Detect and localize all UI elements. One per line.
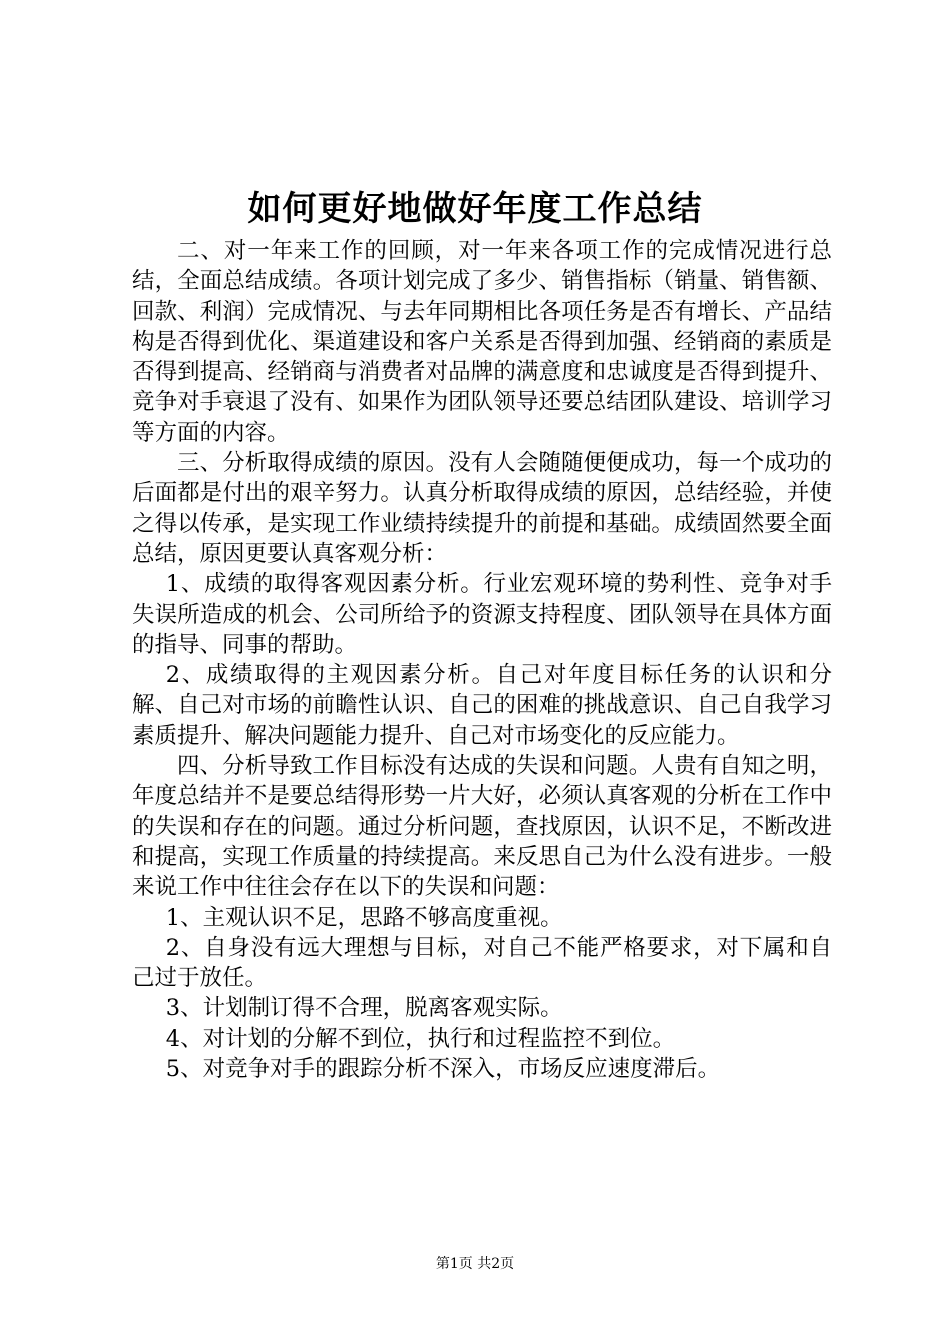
paragraph-objective-factors: 1、成绩的取得客观因素分析。行业宏观环境的势利性、竞争对手失误所造成的机会、公司所给予的资源支持程度、团队领导在具体方面的指导、同事的帮助。: [132, 571, 832, 658]
list-item: 4、对计划的分解不到位，执行和过程监控不到位。: [165, 1025, 676, 1052]
paragraph-subjective-factors: 2、成绩取得的主观因素分析。自己对年度目标任务的认识和分解、自己对市场的前瞻性认识、自己的困难的挑战意识、自己自我学习素质提升、解决问题能力提升、自己对市场变化的反应能力。: [132, 662, 832, 749]
document-title: 如何更好地做好年度工作总结: [247, 189, 703, 229]
page-footer: 第1页 共2页: [435, 1256, 515, 1272]
paragraph-success-reasons: 三、分析取得成绩的原因。没有人会随随便便成功，每一个成功的后面都是付出的艰辛努力。认真分析取得成绩的原因，总结经验，并使之得以传承，是实现工作业绩持续提升的前提和基础。成绩固然要全面总结，原因更要认真客观分析：: [132, 450, 832, 567]
list-item: 1、主观认识不足，思路不够高度重视。: [165, 904, 563, 931]
paragraph-failures: 四、分析导致工作目标没有达成的失误和问题。人贵有自知之明，年度总结并不是要总结得形势一片大好，必须认真客观的分析在工作中的失误和存在的问题。通过分析问题，查找原因，认识不足，不断改进和提高，实现工作质量的持续提高。来反思自己为什么没有进步。一般来说工作中往往会存在以下的失误和问题：: [132, 753, 832, 901]
list-item: 2、自身没有远大理想与目标，对自己不能严格要求，对下属和自己过于放任。: [132, 934, 832, 992]
document-body: [132, 236, 832, 1084]
paragraph-review: 二、对一年来工作的回顾，对一年来各项工作的完成情况进行总结，全面总结成绩。各项计划完成了多少、销售指标（销量、销售额、回款、利润）完成情况、与去年同期相比各项任务是否有增长、产品结构是否得到优化、渠道建设和客户关系是否得到加强、经销商的素质是否得到提高、经销商与消费者对品牌的满意度和忠诚度是否得到提升、竞争对手衰退了没有、如果作为团队领导还要总结团队建设、培训学习等方面的内容。: [132, 238, 832, 446]
list-item: 3、计划制订得不合理，脱离客观实际。: [165, 995, 563, 1022]
list-item: 5、对竞争对手的跟踪分析不深入，市场反应速度滞后。: [165, 1056, 721, 1083]
